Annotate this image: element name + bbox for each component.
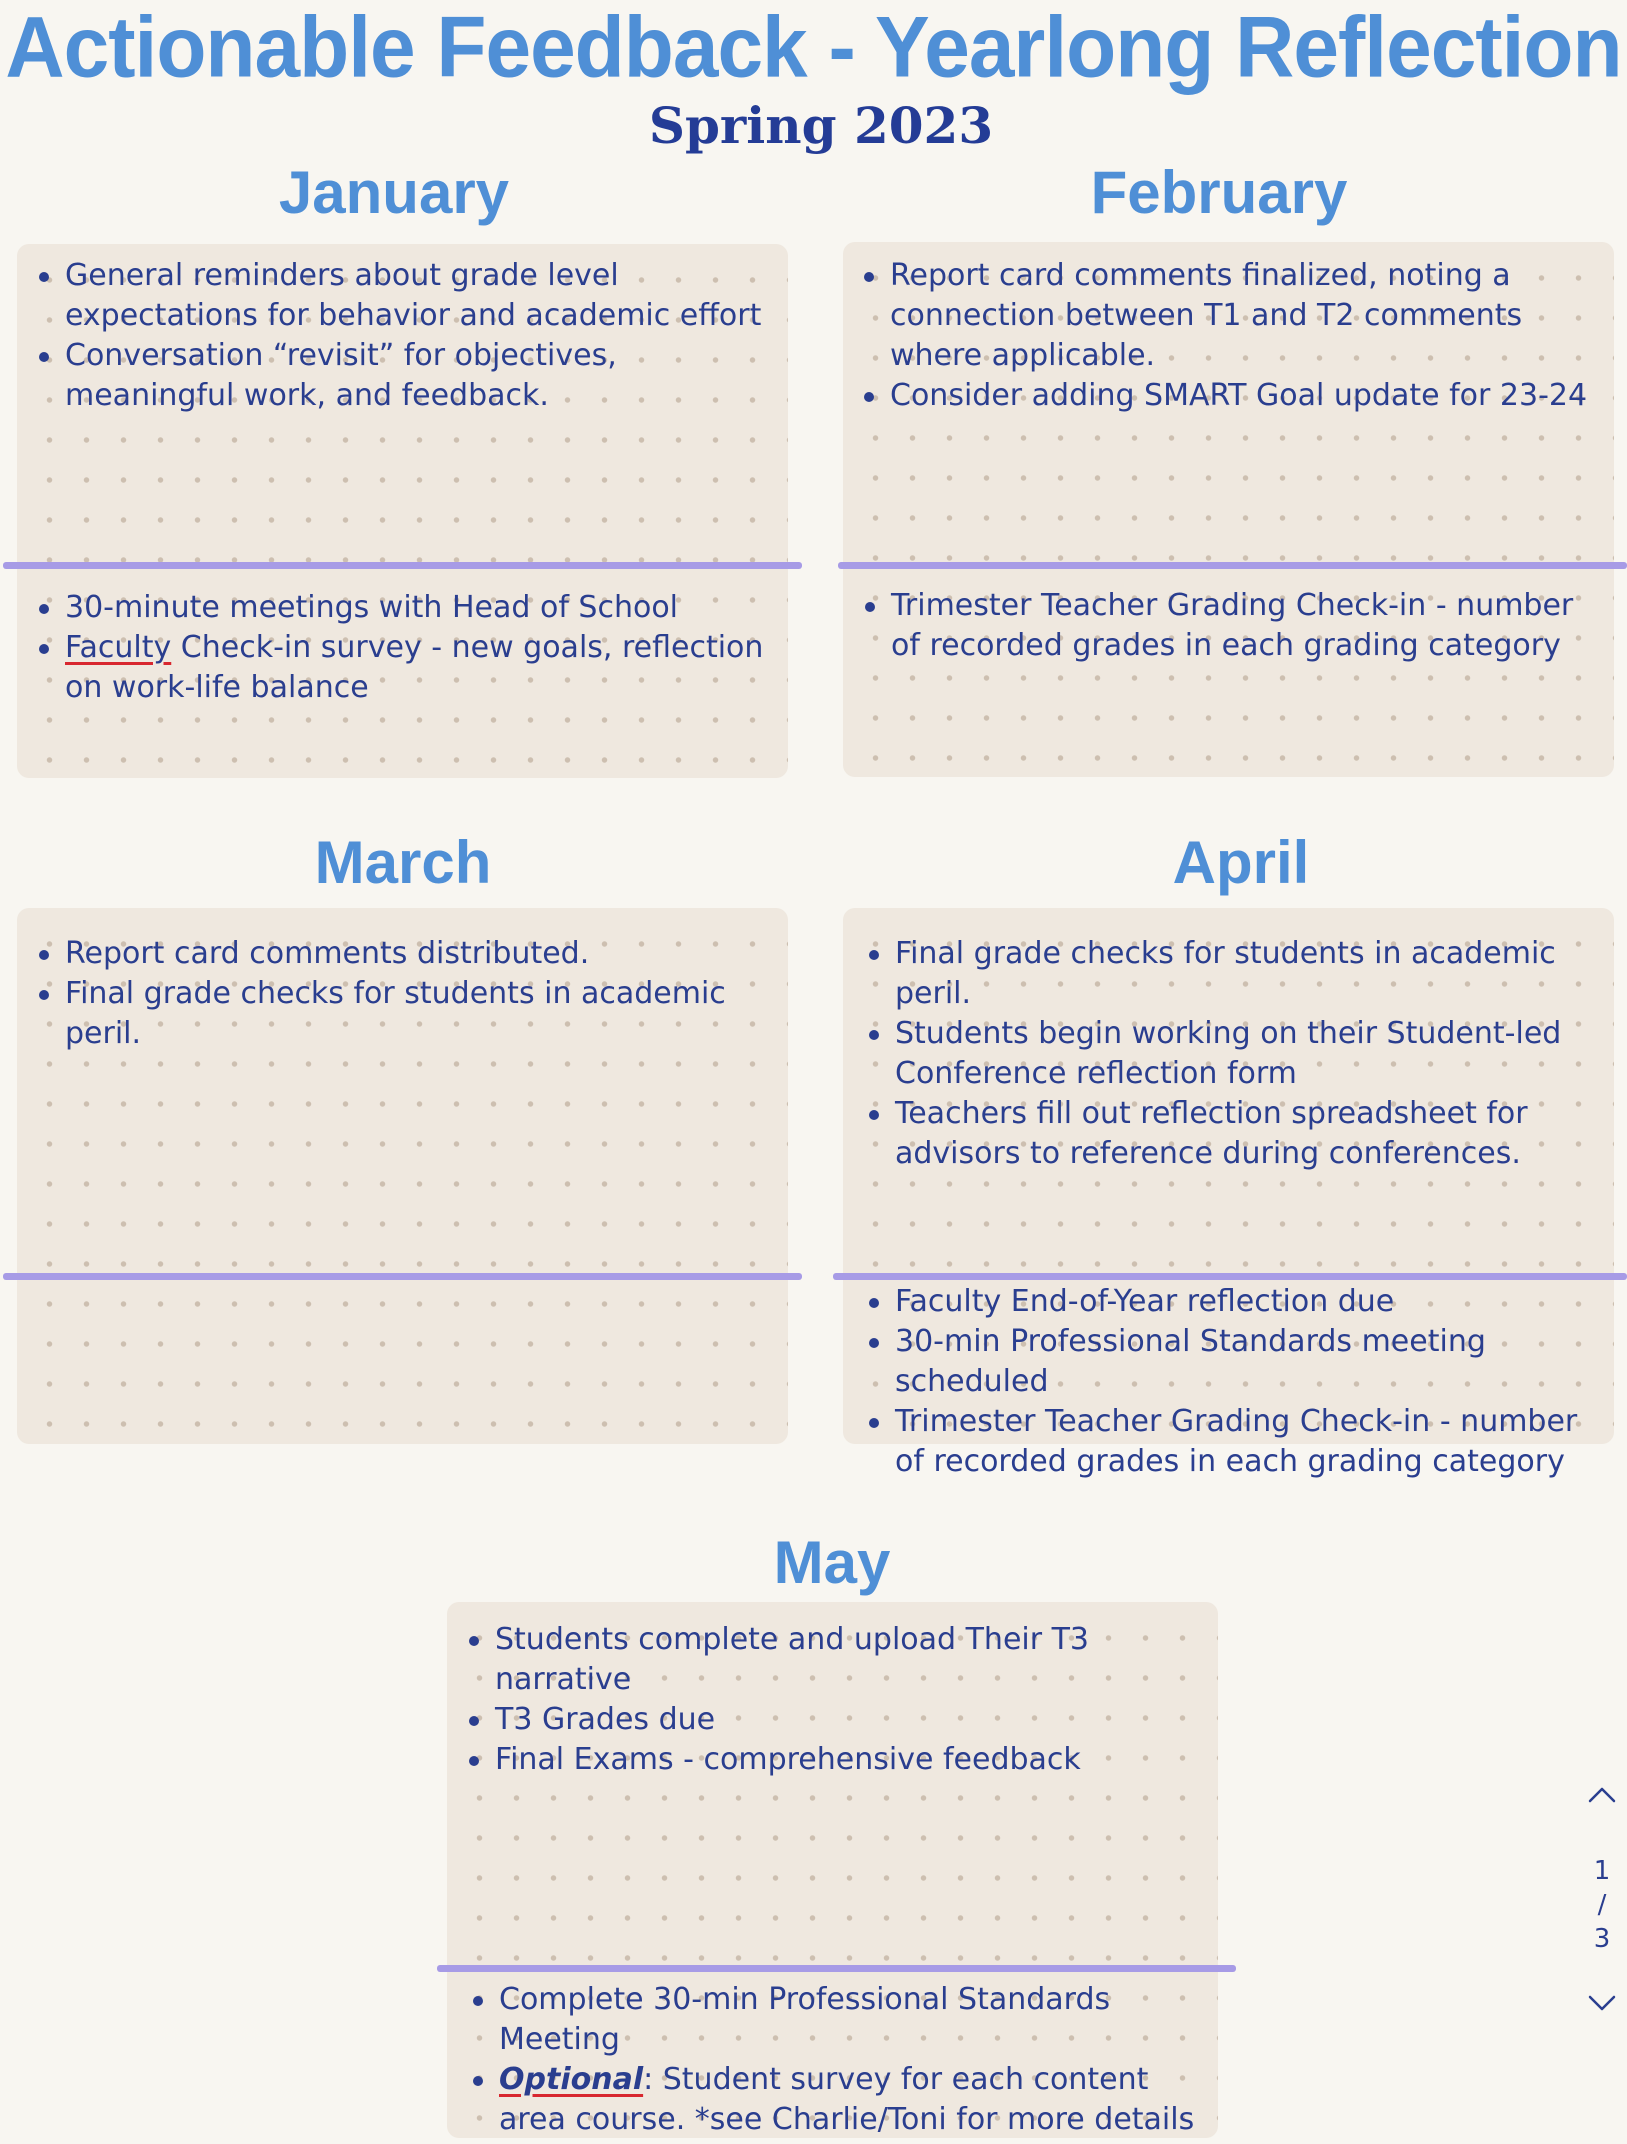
january-divider (3, 562, 802, 569)
march-top-list (33, 934, 778, 1054)
list-item: Report card comments distributed. (33, 934, 778, 974)
february-bottom-list (859, 586, 1599, 666)
list-item: Faculty End-of-Year reflection due (863, 1282, 1603, 1322)
month-card-january (17, 244, 788, 778)
list-item: Faculty Check-in survey - new goals, reflection on work-life balance (33, 628, 773, 708)
list-item: Trimester Teacher Grading Check-in - number of recorded grades in each grading category (859, 586, 1599, 666)
month-heading-april: April (1172, 829, 1310, 896)
list-item: T3 Grades due (463, 1700, 1203, 1740)
may-top-list (463, 1620, 1203, 1780)
list-item: Final Exams - comprehensive feedback (463, 1740, 1203, 1780)
list-item: Consider adding SMART Goal update for 23-24 (858, 376, 1598, 416)
list-item: Conversation “revisit” for objectives, meaningful work, and feedback. (33, 336, 773, 416)
april-bottom-list (863, 1282, 1603, 1482)
page-title: Actionable Feedback - Yearlong Reflection (5, 0, 1622, 96)
list-item: Final grade checks for students in academic peril. (863, 934, 1603, 1014)
list-item: 30-minute meetings with Head of School (33, 588, 773, 628)
list-item: Teachers fill out reflection spreadsheet for advisors to reference during conferences. (863, 1094, 1603, 1174)
page-number-current: 1 (1593, 1856, 1611, 1886)
page-number-separator: / (1597, 1890, 1607, 1920)
april-divider (833, 1273, 1627, 1280)
january-top-list (33, 256, 773, 416)
april-top-list (863, 934, 1603, 1174)
optional-emphasis: Optional (499, 2062, 644, 2097)
month-card-march (17, 908, 788, 1444)
list-item: Report card comments finalized, noting a connection between T1 and T2 comments where applicable. (858, 256, 1598, 376)
january-bottom-list (33, 588, 773, 708)
month-heading-january: January (278, 159, 510, 226)
spelling-underlined-word: Faculty (65, 630, 172, 665)
march-divider (3, 1273, 802, 1280)
month-heading-february: February (1090, 159, 1348, 226)
month-heading-march: March (314, 829, 492, 896)
list-item: Final grade checks for students in academic peril. (33, 974, 778, 1054)
chevron-down-icon[interactable] (1580, 1984, 1624, 2024)
page-navigator (1580, 1776, 1624, 2024)
list-item: Complete 30-min Professional Standards Meeting (467, 1980, 1207, 2060)
may-bottom-list (467, 1980, 1207, 2140)
list-item: Optional: Student survey for each content area course. *see Charlie/Toni for more details (467, 2060, 1207, 2140)
month-card-may (447, 1602, 1218, 2138)
list-item: Trimester Teacher Grading Check-in - number of recorded grades in each grading category (863, 1402, 1603, 1482)
list-item: General reminders about grade level expectations for behavior and academic effort (33, 256, 773, 336)
list-item: Students complete and upload Their T3 narrative (463, 1620, 1203, 1700)
month-card-february (843, 242, 1614, 777)
list-item: Students begin working on their Student-led Conference reflection form (863, 1014, 1603, 1094)
february-divider (838, 562, 1627, 569)
month-card-april (843, 908, 1614, 1479)
list-item: 30-min Professional Standards meeting scheduled (863, 1322, 1603, 1402)
page-number-total: 3 (1593, 1924, 1611, 1954)
month-heading-may: May (773, 1529, 891, 1596)
chevron-up-icon[interactable] (1580, 1776, 1624, 1816)
may-divider (437, 1965, 1236, 1972)
page-subtitle: Spring 2023 (648, 96, 994, 155)
february-top-list (858, 256, 1598, 416)
